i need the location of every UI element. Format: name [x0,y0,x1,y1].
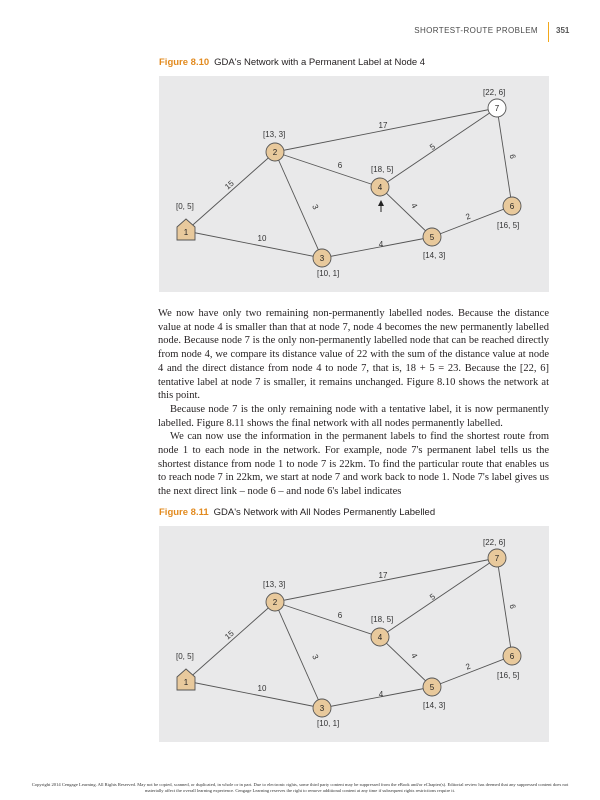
node-label: [13, 3] [263,580,286,589]
edge-line [322,687,432,708]
edge-weight: 4 [409,651,420,660]
edge-weight: 3 [310,203,321,211]
node-label: [18, 5] [371,165,394,174]
node-label: [0, 5] [176,202,194,211]
edge-weight: 6 [507,153,518,160]
edge-weight: 10 [257,234,267,243]
figure-title: GDA's Network with All Nodes Permanently Labelled [213,507,436,518]
edge-weight: 5 [428,591,437,602]
edge-weight: 3 [310,653,321,661]
edge-weight: 2 [464,211,472,222]
network-figure [159,76,549,292]
edge-weight: 5 [428,141,437,152]
node-number: 6 [509,652,515,661]
edge-weight: 4 [378,690,384,699]
edge-line [275,602,380,637]
edge-weight: 10 [257,684,267,693]
copyright-footer: Copyright 2014 Cengage Learning. All Rights Reserved. May not be copied, scanned, or duplicated, in whole or in part. Due to electronic rights, some third party content may be suppressed from the eBook and/or eChapter(s). Editorial review has deemed that any suppressed content does not materially affect the overall learning experience. Cengage Learning reserves the right to remove additional content at any time if subsequent rights restrictions require it. [31,782,569,793]
edge-weight: 17 [378,571,388,580]
node-number: 7 [494,104,500,113]
edge-line [275,152,380,187]
edge-weight: 15 [223,178,236,192]
figure-caption [159,57,425,68]
body-text [158,307,549,499]
paragraph: Because node 7 is the only remaining node with a tentative label, it is now permanently labelled. Figure 8.11 shows the final network with all nodes permanently labelled. [158,403,549,429]
network-diagram [159,76,549,292]
node-label: [14, 3] [423,701,446,710]
figure-caption [159,507,435,518]
node-label: [10, 1] [317,719,340,728]
node-label: [10, 1] [317,269,340,278]
edge-weight: 15 [223,628,236,642]
node-number: 6 [509,202,515,211]
node-label: [16, 5] [497,671,520,680]
figure-title: GDA's Network with a Permanent Label at Node 4 [214,57,426,68]
header-divider [548,22,549,42]
network-figure [159,526,549,742]
node-label: [14, 3] [423,251,446,260]
node-number: 3 [319,254,325,263]
edge-weight: 6 [337,611,343,620]
edge-weight: 17 [378,121,388,130]
node-number: 3 [319,704,325,713]
page-header [0,22,600,42]
network-diagram [159,526,549,742]
node-number: 7 [494,554,500,563]
node-label: [13, 3] [263,130,286,139]
node-number: 5 [429,683,435,692]
edge-weight: 2 [464,661,472,672]
edge-weight: 6 [507,603,518,610]
figure-label: Figure 8.10 [159,57,210,68]
running-head: SHORTEST-ROUTE PROBLEM [414,26,538,35]
node-label: [22, 6] [483,538,506,547]
node-number: 2 [272,148,278,157]
page-number: 351 [556,26,570,35]
figure-label: Figure 8.11 [159,507,209,518]
edge-line [186,602,275,681]
node-number: 2 [272,598,278,607]
edge-line [186,231,322,258]
edge-line [380,187,432,237]
node-label: [16, 5] [497,221,520,230]
node-number: 4 [377,633,383,642]
edge-line [380,637,432,687]
node-number: 1 [183,678,189,687]
paragraph: We can now use the information in the permanent labels to find the shortest route from node 1 to each node in the network. For example, node 7's permanent label tells us the shortest distance from node 1 to node 7 is 22km. To find the particular route that enables us to reach node 7 in 22km, we start at node 7 and work back to node 1. Node 7's label gives us the next direct link – node 6 – and node 6's label indicates [158,431,549,498]
edge-weight: 6 [337,161,343,170]
node-number: 4 [377,183,383,192]
node-number: 1 [183,228,189,237]
node-label: [22, 6] [483,88,506,97]
node-label: [0, 5] [176,652,194,661]
paragraph: We now have only two remaining non-permanently labelled nodes. Because the distance value at node 4 is smaller than that at node 7, node 4 becomes the new permanently labelled node. Because node 7 is the only non-permanently labelled node that can be reached directly from node 4, we compare its distance value of 22 with the sum of the distance value at node 4 and the direct distance from node 4 to node 7, that is, 18 + 5 = 23. Because the [22, 6] tentative label at node 7 is smaller, it remains unchanged. Figure 8.10 shows the network at this point. [158,308,549,402]
edge-line [186,152,275,231]
up-arrow-icon [378,200,384,206]
edge-weight: 4 [409,201,420,210]
node-number: 5 [429,233,435,242]
node-label: [18, 5] [371,615,394,624]
edge-weight: 4 [378,240,384,249]
edge-line [186,681,322,708]
edge-line [322,237,432,258]
